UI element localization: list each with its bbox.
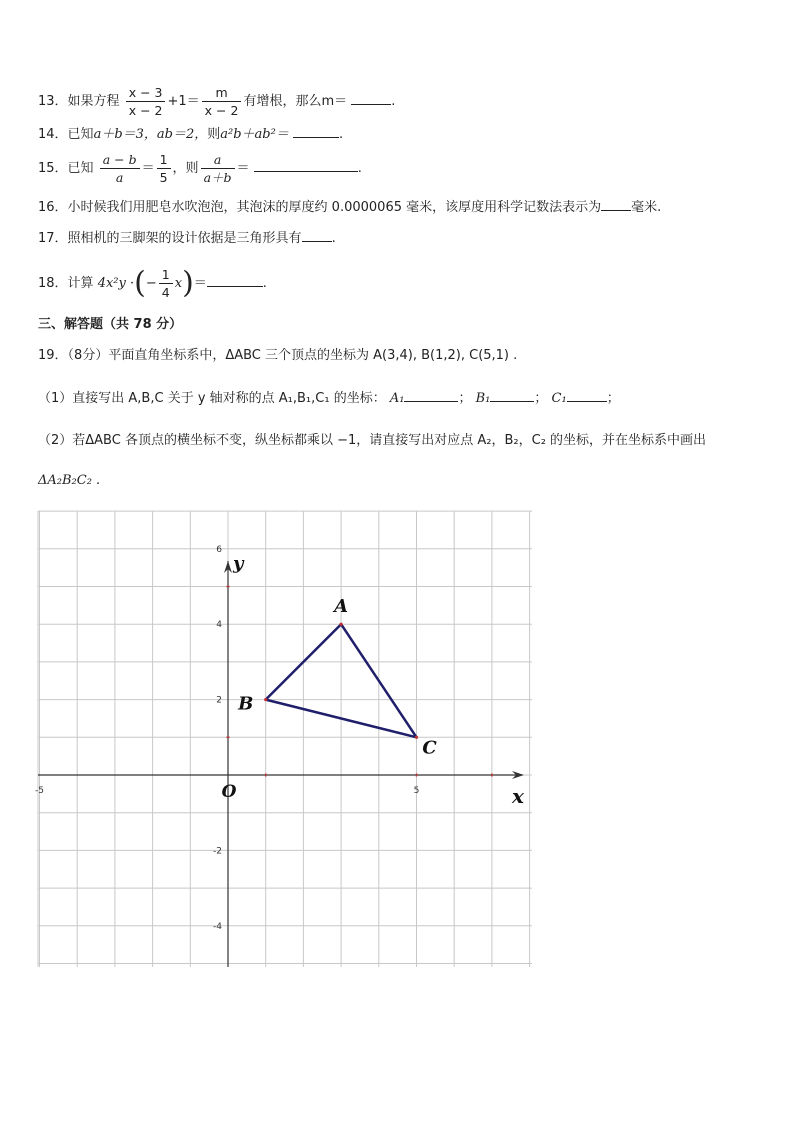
y-tick-label: 4: [216, 620, 222, 631]
q18-number: 18: [38, 276, 55, 291]
q13-post: 有增根，那么m＝: [243, 94, 348, 109]
q15-eq2: ＝: [236, 161, 250, 176]
vertex-label-b: B: [238, 693, 254, 715]
q19-sep2: ；: [534, 391, 548, 406]
q18-f-num: 1: [159, 266, 173, 284]
q13-f2-num: m: [202, 84, 242, 102]
q15-f2-num: 1: [157, 151, 171, 169]
q15-pre: ．已知: [54, 161, 94, 176]
q13-pre: ．如果方程: [54, 94, 120, 109]
q14-cond2: ab＝2，: [156, 127, 208, 142]
q13-end: .: [391, 94, 396, 109]
section-heading-3: 三、解答题（共 78 分）: [38, 317, 183, 332]
y-tick-label: -4: [213, 921, 222, 932]
x-tick-label: -5: [35, 786, 44, 796]
q15-f1-den: a: [115, 170, 124, 185]
y-tick-label: 2: [216, 695, 222, 706]
q19-a1-label: A₁: [389, 391, 405, 406]
q19-number: 19: [38, 348, 55, 363]
q13-number: 13: [38, 94, 55, 109]
q14-expr: a²b＋ab²＝: [220, 127, 289, 142]
q16-unit: 毫米.: [631, 200, 662, 215]
q14-end: .: [338, 127, 344, 142]
q15-end: .: [357, 161, 362, 176]
q18-f-den: 4: [161, 285, 170, 300]
q18-end: .: [262, 276, 267, 291]
q14-pre: ．已知: [54, 127, 94, 142]
q18-pre: ．计算: [54, 276, 94, 291]
q15-f3-num: a: [201, 151, 235, 169]
y-tick-label: 6: [216, 544, 222, 555]
vertex-label-c: C: [422, 737, 437, 759]
q17-end: .: [331, 231, 336, 246]
q19-stem: ．（8分）平面直角坐标系中，ΔABC 三个顶点的坐标为 A(3,4), B(1,2), C(5,1) .: [54, 348, 518, 363]
q14-then: 则: [207, 127, 221, 142]
q18-left-paren: (: [134, 265, 146, 301]
y-tick-label: -2: [213, 846, 222, 857]
q13-f1-den: x − 2: [128, 103, 163, 118]
q15-f1-num: a − b: [100, 151, 140, 169]
q16-text: ．小时候我们用肥皂水吹泡泡，其泡沫的厚度约 0.0000065 毫米，该厚度用科学记数法表示为: [54, 200, 602, 215]
q19-part2-text: （2）若ΔABC 各顶点的横坐标不变，纵坐标都乘以 −1，请直接写出对应点 A₂，B₂，C₂ 的坐标，并在坐标系中画出: [38, 433, 707, 448]
q16-number: 16: [38, 200, 55, 215]
q18-sign: −: [145, 276, 157, 291]
q19-b1-label: B₁: [475, 391, 491, 406]
q19-part2-tail: ΔA₂B₂C₂ .: [38, 473, 101, 488]
q17-text: ．照相机的三脚架的设计依据是三角形具有: [54, 231, 302, 246]
q17-number: 17: [38, 231, 55, 246]
q18-right-paren: ): [182, 265, 194, 301]
q14-number: 14: [38, 127, 55, 142]
q13-f2-den: x − 2: [204, 103, 239, 118]
q13-mid: +1＝: [167, 94, 200, 109]
q15-then: ，则: [172, 161, 199, 176]
q15-f3-den: a＋b: [203, 170, 232, 185]
q18-var: x: [174, 276, 183, 291]
q19-part1-text: （1）直接写出 A,B,C 关于 y 轴对称的点 A₁,B₁,C₁ 的坐标：: [38, 391, 386, 406]
q19-c1-label: C₁: [551, 391, 567, 406]
q19-sep3: ；: [606, 391, 620, 406]
q18-eq: ＝: [193, 276, 207, 291]
vertex-point-b: [264, 698, 267, 701]
vertex-point-c: [415, 736, 418, 739]
y-axis-label: y: [233, 553, 244, 574]
q15-number: 15: [38, 161, 55, 176]
q15-eq: ＝: [141, 161, 155, 176]
q18-expr: 4x²y ·: [97, 276, 135, 291]
x-axis-label: x: [512, 784, 524, 808]
x-tick-label: 5: [413, 786, 420, 796]
q14-cond1: a＋b＝3，: [93, 127, 157, 142]
q15-f2-den: 5: [159, 170, 168, 185]
vertex-point-a: [340, 623, 343, 626]
origin-label: O: [221, 782, 237, 802]
q13-f1-num: x − 3: [126, 84, 166, 102]
q19-sep1: ；: [458, 391, 472, 406]
vertex-label-a: A: [334, 596, 349, 618]
